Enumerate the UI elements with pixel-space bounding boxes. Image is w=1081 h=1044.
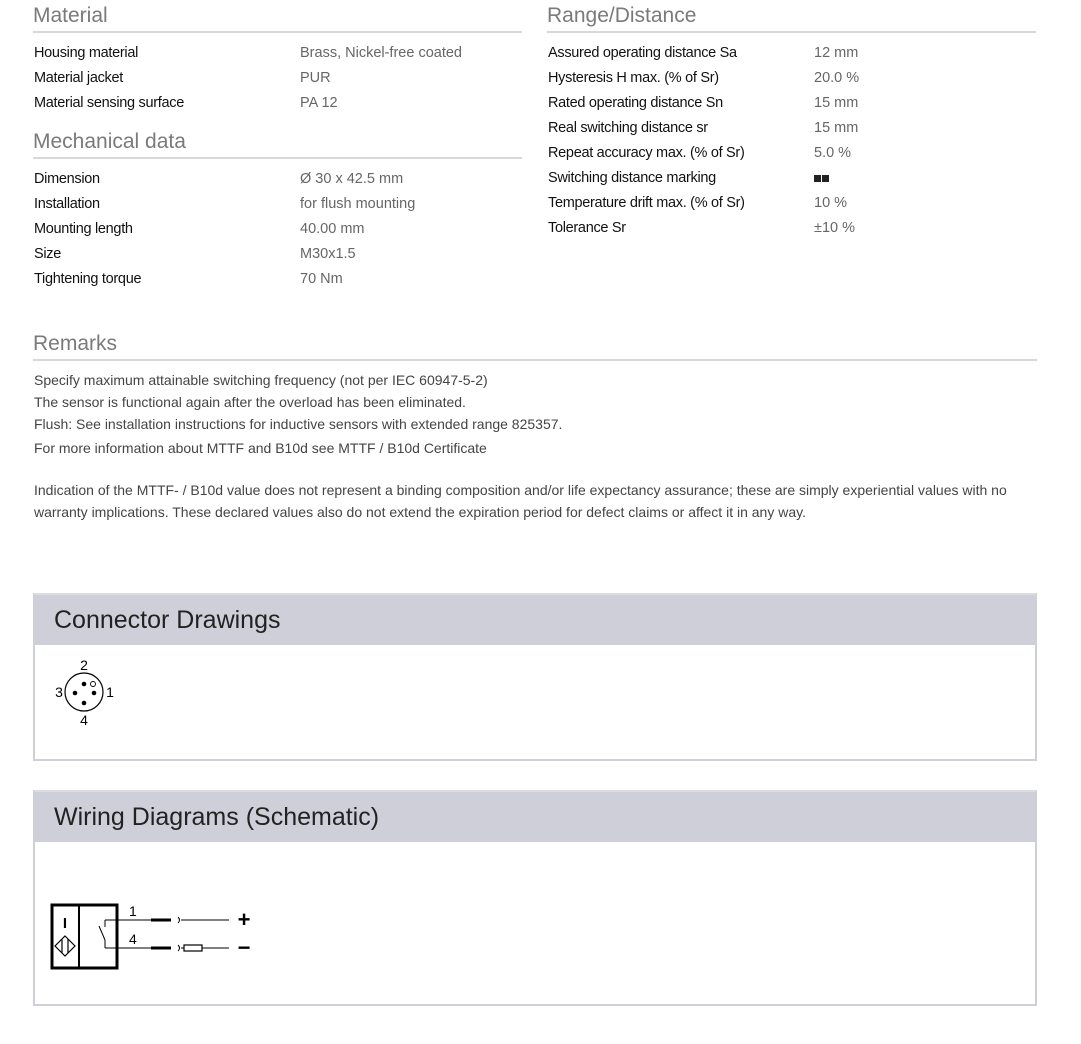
spec-label: Repeat accuracy max. (% of Sr) bbox=[548, 144, 745, 161]
mttf-disclaimer: Indication of the MTTF- / B10d value does not represent a binding composition and/or life expectancy assurance; these are simply experiential values with no warranty implications. These declared values also do not extend the expiration period for defect claims or affect it in any way. bbox=[34, 482, 1007, 520]
material-table bbox=[33, 40, 522, 115]
connector-drawings-title: Connector Drawings bbox=[35, 595, 1035, 645]
wiring-schematic-drawing bbox=[47, 900, 267, 980]
table-row bbox=[547, 140, 1036, 165]
table-row bbox=[33, 40, 522, 65]
spec-value: 15 mm bbox=[814, 94, 859, 111]
spec-label: Tolerance Sr bbox=[548, 219, 626, 236]
spec-value: 40.00 mm bbox=[300, 220, 365, 237]
spec-value: 10 % bbox=[814, 194, 848, 211]
table-row bbox=[33, 241, 522, 266]
table-row bbox=[33, 266, 522, 291]
range-section bbox=[547, 3, 1036, 240]
table-row bbox=[33, 216, 522, 241]
table-row bbox=[33, 90, 522, 115]
inductive-sensor-icon bbox=[55, 936, 75, 956]
pin-label-2: 2 bbox=[80, 657, 88, 673]
material-title: Material bbox=[33, 3, 522, 33]
plus-terminal: + bbox=[237, 907, 251, 932]
remarks-title: Remarks bbox=[33, 331, 1037, 361]
sensor-housing bbox=[52, 905, 117, 968]
spec-label: Temperature drift max. (% of Sr) bbox=[548, 194, 745, 211]
spec-label: Installation bbox=[34, 195, 100, 212]
wire-label-1: 1 bbox=[129, 903, 137, 919]
spec-value: PA 12 bbox=[300, 94, 338, 111]
table-row bbox=[547, 115, 1036, 140]
material-section bbox=[33, 3, 522, 115]
spec-value: 20.0 % bbox=[814, 69, 860, 86]
remark-line: Flush: See installation instructions for inductive sensors with extended range 825357. bbox=[34, 416, 563, 432]
table-row bbox=[547, 165, 1036, 190]
remarks-section bbox=[33, 331, 1037, 523]
mechanical-section bbox=[33, 129, 522, 291]
pin-label-4: 4 bbox=[80, 712, 88, 728]
spec-label: Housing material bbox=[34, 44, 138, 61]
spec-label: Rated operating distance Sn bbox=[548, 94, 723, 111]
spec-value: Ø 30 x 42.5 mm bbox=[300, 170, 404, 187]
table-row bbox=[33, 166, 522, 191]
minus-terminal: − bbox=[237, 935, 251, 960]
spec-label: Tightening torque bbox=[34, 270, 142, 287]
spec-label: Switching distance marking bbox=[548, 169, 716, 186]
table-row bbox=[33, 191, 522, 216]
spec-label: Material jacket bbox=[34, 69, 123, 86]
spec-label: Dimension bbox=[34, 170, 100, 187]
spec-value: 70 Nm bbox=[300, 270, 343, 287]
spec-label: Hysteresis H max. (% of Sr) bbox=[548, 69, 719, 86]
connector-drawings-panel bbox=[33, 593, 1037, 761]
coding-notch-icon bbox=[91, 682, 96, 687]
range-title: Range/Distance bbox=[547, 3, 1036, 33]
wire-4-socket bbox=[178, 945, 180, 951]
mechanical-table bbox=[33, 166, 522, 291]
remark-line: The sensor is functional again after the overload has been eliminated. bbox=[34, 394, 466, 410]
table-row bbox=[33, 65, 522, 90]
connector-pinout-drawing bbox=[49, 655, 139, 735]
table-row bbox=[547, 215, 1036, 240]
spec-value: Brass, Nickel-free coated bbox=[300, 44, 462, 61]
pin-1-dot bbox=[92, 691, 97, 696]
spec-label: Assured operating distance Sa bbox=[548, 44, 737, 61]
spec-value: PUR bbox=[300, 69, 331, 86]
spec-value: 5.0 % bbox=[814, 144, 852, 161]
mechanical-title: Mechanical data bbox=[33, 129, 522, 159]
pin-label-1: 1 bbox=[106, 684, 114, 700]
spec-label: Real switching distance sr bbox=[548, 119, 708, 136]
table-row bbox=[547, 90, 1036, 115]
remark-line: Specify maximum attainable switching frequency (not per IEC 60947-5-2) bbox=[34, 372, 488, 388]
wiring-diagrams-title: Wiring Diagrams (Schematic) bbox=[35, 792, 1035, 842]
range-table bbox=[547, 40, 1036, 240]
spec-label: Material sensing surface bbox=[34, 94, 184, 111]
spec-value: 12 mm bbox=[814, 44, 859, 61]
wire-label-4: 4 bbox=[129, 931, 137, 947]
pin-4-dot bbox=[82, 701, 87, 706]
pin-3-dot bbox=[73, 691, 78, 696]
spec-value: M30x1.5 bbox=[300, 245, 356, 262]
wiring-diagrams-panel bbox=[33, 790, 1037, 1006]
remarks-lines bbox=[33, 369, 1037, 459]
table-row bbox=[547, 65, 1036, 90]
spec-value: for flush mounting bbox=[300, 195, 416, 212]
two-filled-squares-icon bbox=[814, 175, 829, 182]
sensor-type-label: I bbox=[62, 915, 68, 932]
spec-label: Size bbox=[34, 245, 62, 262]
table-row bbox=[547, 40, 1036, 65]
spec-value: 15 mm bbox=[814, 119, 859, 136]
left-column bbox=[33, 3, 522, 291]
pin-label-3: 3 bbox=[55, 684, 63, 700]
spec-label: Mounting length bbox=[34, 220, 133, 237]
load-resistor-icon bbox=[184, 945, 202, 951]
spec-value: ±10 % bbox=[814, 219, 856, 236]
switch-contact-icon bbox=[99, 920, 118, 948]
spec-value bbox=[814, 170, 829, 186]
pin-2-dot bbox=[82, 682, 87, 687]
table-row bbox=[547, 190, 1036, 215]
right-column bbox=[547, 3, 1036, 240]
remark-line: For more information about MTTF and B10d see MTTF / B10d Certificate bbox=[34, 440, 487, 456]
wire-1-socket bbox=[178, 917, 180, 923]
